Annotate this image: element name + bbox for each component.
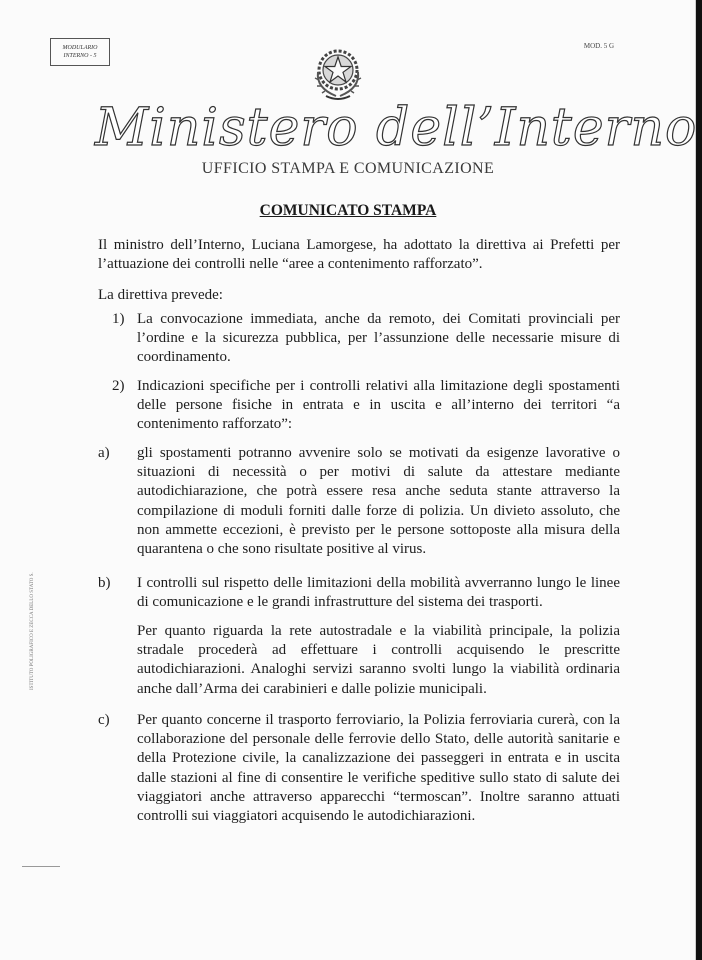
modulario-line2: INTERNO - 5 [63, 53, 97, 59]
ministry-title: Ministero dell’Interno [95, 98, 698, 158]
item-2-text: Indicazioni specifiche per i controlli relativi alla limitazione degli spostamenti delle persone fisiche in entrata e in uscita e all’interno dei territori “a contenimento rafforzato”: [137, 378, 620, 433]
directive-intro: La direttiva prevede: [98, 287, 223, 303]
modulario-line1: MODULARIO [62, 45, 98, 51]
office-subtitle: UFFICIO STAMPA E COMUNICAZIONE [201, 160, 495, 177]
side-stamp: ISTITUTO POLIGRAFICO E ZECCA DELLO STATO S. [30, 572, 35, 690]
subitem-b-text: I controlli sul rispetto delle limitazioni della mobilità avverranno lungo le linee di comunicazione e le grandi infrastrutture del sistema dei trasporti. [137, 575, 620, 611]
side-line-divider [22, 866, 60, 867]
subitem-b-label: b) [98, 575, 111, 591]
modulario-box [50, 38, 110, 66]
italian-republic-emblem-icon [310, 42, 366, 102]
item-1-label: 1) [112, 311, 125, 327]
press-release-heading: COMUNICATO STAMPA [259, 202, 437, 219]
mod-code: MOD. 5 G [583, 42, 614, 50]
subitem-b-extra: Per quanto riguarda la rete autostradale e la viabilità principale, la polizia stradale procederà ad effettuare i controlli acquisendo le prescritte autodichiarazioni. Analoghi servizi saranno svolti lungo la viabilità ordinaria anche dall’Arma dei carabinieri e dalle polizie municipali. [137, 623, 620, 697]
item-1-text: La convocazione immediata, anche da remoto, dei Comitati provinciali per l’ordine e la sicurezza pubblica, per l’assunzione delle necessarie misure di coordinamento. [137, 311, 620, 366]
subitem-a-text: gli spostamenti potranno avvenire solo se motivati da esigenze lavorative o situazioni di necessità o per motivi di salute da attestare mediante autodichiarazione, che potrà essere resa anche seduta stante attraverso la compilazione di moduli forniti dalle forze di polizia. Un divieto assoluto, che non ammette eccezioni, è previsto per le persone sottoposte alla misura della quarantena o che sono risultate positive al virus. [137, 445, 620, 558]
subitem-c-text: Per quanto concerne il trasporto ferroviario, la Polizia ferroviaria curerà, con la collaborazione del personale delle ferrovie dello Stato, delle autorità sanitarie e della Protezione civile, la canalizzazione dei passeggeri in entrata e in uscita dalle stazioni al fine di consentire le verifiche speditive sullo stato di salute dei viaggiatori anche attraverso apparecchi “termoscan”. Inoltre saranno attuati controlli sui viaggiatori acquisendo le autodichiarazioni. [137, 712, 620, 825]
subitem-a-label: a) [98, 445, 110, 461]
intro-paragraph: Il ministro dell’Interno, Luciana Lamorgese, ha adottato la direttiva ai Prefetti per l’attuazione dei controlli nelle “aree a contenimento rafforzato”. [98, 237, 620, 273]
subitem-c-label: c) [98, 712, 110, 728]
item-2-label: 2) [112, 378, 125, 394]
